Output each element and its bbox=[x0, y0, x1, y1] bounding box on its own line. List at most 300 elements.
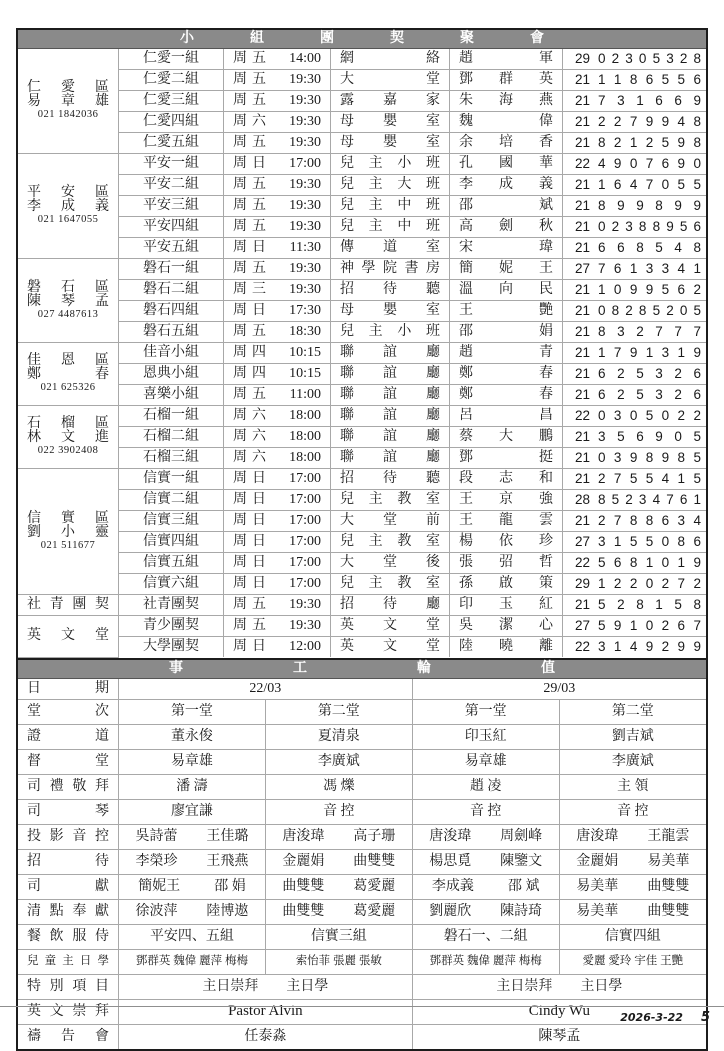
duty-value-cell: 音 控 bbox=[412, 799, 559, 824]
char: 英 bbox=[27, 628, 41, 644]
phone-value bbox=[563, 535, 706, 549]
char: 昌 bbox=[539, 408, 553, 423]
clock-time: 19:30 bbox=[289, 597, 321, 612]
region-name bbox=[18, 629, 118, 643]
phone-digits bbox=[598, 409, 701, 423]
meeting-time bbox=[224, 388, 330, 402]
person-name: 邵 娟 bbox=[214, 878, 246, 894]
group-name-cell: 磐石一組 bbox=[119, 259, 224, 280]
digit: 6 bbox=[677, 282, 686, 298]
group-row bbox=[18, 637, 706, 658]
location-cell bbox=[331, 364, 450, 385]
leader-cell bbox=[450, 427, 563, 448]
duty-label bbox=[18, 980, 118, 994]
meeting-time-cell bbox=[224, 49, 331, 70]
clock-time: 17:00 bbox=[289, 471, 321, 486]
phone-prefix: 22 bbox=[574, 408, 590, 424]
location-cell bbox=[331, 49, 450, 70]
digit: 2 bbox=[674, 366, 682, 382]
digit: 2 bbox=[677, 408, 686, 424]
leader-name bbox=[450, 430, 562, 444]
region-leader-name bbox=[18, 368, 118, 382]
phone-prefix: 21 bbox=[574, 513, 590, 529]
char: 瑋 bbox=[539, 240, 553, 255]
phone-cell bbox=[563, 343, 707, 364]
duty-value-cell: 主日崇拜 主日學 bbox=[412, 974, 706, 999]
char: 策 bbox=[539, 576, 553, 591]
duty-value-cell bbox=[559, 899, 706, 924]
leader-name bbox=[450, 346, 562, 360]
phone-cell bbox=[563, 595, 707, 616]
duty-value-cell: 趙 凌 bbox=[412, 774, 559, 799]
digit: 5 bbox=[661, 282, 670, 298]
weekday: 周四 bbox=[233, 345, 271, 360]
leader-name bbox=[450, 136, 562, 150]
char: 鄧 bbox=[459, 72, 473, 87]
phone-prefix: 27 bbox=[574, 618, 590, 634]
digit: 5 bbox=[611, 492, 620, 508]
char: 拜 bbox=[94, 778, 109, 794]
leader-cell bbox=[450, 385, 563, 406]
char: 餐 bbox=[27, 928, 41, 944]
char: 趙 bbox=[459, 51, 473, 66]
meeting-time-cell bbox=[224, 133, 331, 154]
phone-prefix: 21 bbox=[574, 240, 590, 256]
group-row bbox=[18, 364, 706, 385]
leader-cell bbox=[450, 301, 563, 322]
char: 啟 bbox=[499, 576, 513, 591]
region-leader-phone: 022 3902408 bbox=[37, 445, 99, 457]
location-name bbox=[331, 493, 449, 507]
location-cell bbox=[331, 343, 450, 364]
person-name: 易美華 bbox=[576, 903, 619, 919]
leader-name bbox=[450, 52, 562, 66]
duty-row bbox=[18, 1024, 706, 1049]
name-pair bbox=[413, 880, 559, 894]
duty-value-cell: 廖宜謙 bbox=[119, 799, 266, 824]
group-row bbox=[18, 238, 706, 259]
char: 堂 bbox=[426, 639, 440, 654]
duty-label bbox=[18, 730, 118, 744]
region-leader-phone: 021 1842036 bbox=[37, 109, 99, 121]
digit: 2 bbox=[661, 618, 670, 634]
person-name: 周劍峰 bbox=[500, 828, 543, 844]
digit: 5 bbox=[677, 177, 686, 193]
char: 朱 bbox=[459, 93, 473, 108]
char: 班 bbox=[425, 219, 440, 234]
digit: 2 bbox=[611, 219, 620, 235]
phone-digits bbox=[598, 535, 701, 549]
char: 堂 bbox=[383, 555, 397, 570]
meeting-time bbox=[224, 73, 330, 87]
char: 誼 bbox=[383, 450, 397, 465]
leader-cell bbox=[450, 175, 563, 196]
char: 教 bbox=[397, 576, 412, 591]
meeting-time bbox=[224, 136, 330, 150]
name-pair bbox=[266, 905, 412, 919]
phone-value bbox=[563, 367, 706, 381]
meeting-time bbox=[224, 262, 330, 276]
digit: 2 bbox=[625, 303, 633, 319]
person-name: 簡妮王 bbox=[138, 878, 181, 894]
phone-cell bbox=[563, 637, 707, 658]
duty-value-cell bbox=[265, 824, 412, 849]
weekday: 周五 bbox=[233, 51, 271, 66]
phone-digits bbox=[598, 241, 701, 255]
weekday: 周日 bbox=[233, 576, 271, 591]
char: 艷 bbox=[539, 303, 553, 318]
duty-row bbox=[18, 724, 706, 749]
char: 鄭 bbox=[459, 387, 473, 402]
person-name: 王佳璐 bbox=[206, 828, 249, 844]
char: 心 bbox=[539, 618, 553, 633]
location-cell bbox=[331, 490, 450, 511]
char: 聽 bbox=[426, 471, 440, 486]
location-name bbox=[331, 430, 449, 444]
duty-value-cell: 29/03 bbox=[412, 679, 706, 700]
leader-name bbox=[450, 451, 562, 465]
phone-value bbox=[563, 451, 706, 465]
phone-cell bbox=[563, 112, 707, 133]
char: 堂 bbox=[383, 513, 397, 528]
duty-value-cell bbox=[265, 899, 412, 924]
char: 教 bbox=[397, 534, 412, 549]
location-cell bbox=[331, 301, 450, 322]
char: 義 bbox=[539, 177, 553, 192]
group-row bbox=[18, 49, 706, 70]
group-name-cell: 石榴三組 bbox=[119, 448, 224, 469]
char: 母 bbox=[340, 135, 354, 150]
phone-value bbox=[563, 409, 706, 423]
char: 聯 bbox=[340, 345, 354, 360]
meeting-time bbox=[224, 220, 330, 234]
char: 王 bbox=[539, 261, 553, 276]
char: 教 bbox=[397, 492, 412, 507]
char: 王 bbox=[459, 492, 473, 507]
char: 廳 bbox=[426, 597, 440, 612]
digit: 0 bbox=[629, 408, 638, 424]
group-row bbox=[18, 427, 706, 448]
digit: 6 bbox=[661, 156, 670, 172]
char: 小 bbox=[397, 324, 412, 339]
char: 聯 bbox=[340, 387, 354, 402]
phone-cell bbox=[563, 511, 707, 532]
digit: 9 bbox=[636, 198, 644, 214]
phone-cell bbox=[563, 364, 707, 385]
char: 青 bbox=[49, 597, 64, 612]
char: 民 bbox=[539, 282, 553, 297]
group-row bbox=[18, 133, 706, 154]
char: 鄧 bbox=[459, 450, 473, 465]
digit: 3 bbox=[677, 513, 686, 529]
phone-prefix: 21 bbox=[574, 72, 590, 88]
phone-cell bbox=[563, 259, 707, 280]
digit: 0 bbox=[679, 303, 688, 319]
meeting-time-cell bbox=[224, 175, 331, 196]
duty-value-cell: 音 控 bbox=[559, 799, 706, 824]
location-name bbox=[331, 535, 449, 549]
char: 點 bbox=[49, 903, 64, 919]
person-name: 李榮珍 bbox=[135, 853, 178, 869]
phone-value bbox=[563, 325, 706, 339]
clock-time: 17:00 bbox=[289, 534, 321, 549]
digit: 5 bbox=[661, 72, 670, 88]
char: 班 bbox=[425, 198, 440, 213]
duty-row bbox=[18, 899, 706, 924]
digit: 2 bbox=[693, 408, 701, 424]
location-name bbox=[331, 640, 449, 654]
person-name: 易美華 bbox=[647, 853, 690, 869]
table-frame bbox=[16, 28, 708, 1051]
group-row bbox=[18, 217, 706, 238]
char: 孔 bbox=[459, 156, 473, 171]
meeting-time-cell bbox=[224, 427, 331, 448]
digit: 6 bbox=[693, 534, 701, 550]
leader-cell bbox=[450, 280, 563, 301]
char: 春 bbox=[539, 366, 553, 381]
meeting-time-cell bbox=[224, 322, 331, 343]
phone-value bbox=[563, 304, 706, 318]
duty-value-cell: 李廣斌 bbox=[559, 749, 706, 774]
duty-roster-table bbox=[18, 679, 706, 1049]
phone-value bbox=[563, 157, 706, 171]
name-pair bbox=[560, 880, 706, 894]
person-name: 楊思覓 bbox=[429, 853, 472, 869]
char: 主 bbox=[368, 534, 383, 549]
phone-digits bbox=[598, 577, 701, 591]
meeting-time bbox=[224, 157, 330, 171]
location-cell bbox=[331, 217, 450, 238]
digit: 0 bbox=[661, 555, 670, 571]
digit: 2 bbox=[661, 639, 670, 655]
location-cell bbox=[331, 448, 450, 469]
leader-cell bbox=[450, 154, 563, 175]
phone-value bbox=[563, 136, 706, 150]
char: 督 bbox=[27, 753, 41, 769]
location-name bbox=[331, 52, 449, 66]
phone-cell bbox=[563, 154, 707, 175]
bulletin-sheet bbox=[16, 28, 708, 1051]
digit: 9 bbox=[645, 114, 654, 130]
digit: 4 bbox=[629, 639, 638, 655]
weekday: 周日 bbox=[233, 471, 271, 486]
person-name: 王飛燕 bbox=[206, 853, 249, 869]
clock-time: 19:30 bbox=[289, 282, 321, 297]
digit: 7 bbox=[598, 261, 606, 277]
digit: 6 bbox=[655, 93, 663, 109]
meeting-time bbox=[224, 283, 330, 297]
digit: 0 bbox=[598, 219, 606, 235]
person-name: 陳詩琦 bbox=[500, 903, 543, 919]
char: 期 bbox=[95, 680, 109, 696]
name-pair bbox=[119, 880, 265, 894]
digit: 6 bbox=[679, 492, 688, 508]
digit: 2 bbox=[693, 282, 701, 298]
leader-cell bbox=[450, 133, 563, 154]
region-cell bbox=[18, 154, 119, 259]
digit: 2 bbox=[617, 597, 625, 613]
duty-value-cell: 索怡菲 張麗 張敏 bbox=[265, 949, 412, 974]
person-name: 唐浚瑋 bbox=[429, 828, 472, 844]
weekday: 周日 bbox=[233, 240, 271, 255]
phone-cell bbox=[563, 490, 707, 511]
digit: 7 bbox=[598, 93, 606, 109]
char: 道 bbox=[383, 240, 397, 255]
digit: 8 bbox=[645, 513, 654, 529]
meeting-time bbox=[224, 514, 330, 528]
char: 佳 bbox=[27, 353, 41, 369]
char: 影 bbox=[49, 828, 64, 844]
phone-value bbox=[563, 220, 706, 234]
digit: 5 bbox=[652, 51, 661, 67]
phone-digits bbox=[598, 367, 701, 381]
char: 日 bbox=[79, 954, 92, 967]
digit: 8 bbox=[693, 51, 701, 67]
digit: 8 bbox=[693, 597, 701, 613]
char: 清 bbox=[27, 903, 41, 919]
digit: 5 bbox=[645, 471, 654, 487]
group-name-cell: 恩典小組 bbox=[119, 364, 224, 385]
region-cell bbox=[18, 259, 119, 343]
duty-value-cell: 鄧群英 魏偉 麗萍 梅梅 bbox=[412, 949, 559, 974]
phone-prefix: 21 bbox=[574, 93, 590, 109]
clock-time: 19:30 bbox=[289, 72, 321, 87]
leader-name bbox=[450, 493, 562, 507]
digit: 9 bbox=[677, 639, 686, 655]
digit: 5 bbox=[598, 618, 606, 634]
group-row bbox=[18, 448, 706, 469]
name-pair bbox=[119, 905, 265, 919]
location-name bbox=[331, 409, 449, 423]
char: 大 bbox=[340, 513, 354, 528]
digit: 0 bbox=[661, 534, 670, 550]
digit: 5 bbox=[629, 534, 638, 550]
duty-label-cell bbox=[18, 679, 119, 700]
char: 侍 bbox=[94, 928, 109, 944]
char: 獻 bbox=[95, 878, 109, 894]
phone-prefix: 21 bbox=[574, 282, 590, 298]
meeting-time bbox=[224, 241, 330, 255]
group-name-cell: 平安五組 bbox=[119, 238, 224, 259]
digit: 8 bbox=[655, 198, 663, 214]
digit: 6 bbox=[693, 72, 701, 88]
group-name-cell: 平安三組 bbox=[119, 196, 224, 217]
duty-row bbox=[18, 874, 706, 899]
name-pair bbox=[560, 855, 706, 869]
digit: 8 bbox=[629, 555, 638, 571]
meeting-time-cell bbox=[224, 532, 331, 553]
char: 強 bbox=[539, 492, 553, 507]
digit: 1 bbox=[629, 261, 638, 277]
char: 兒 bbox=[340, 219, 354, 234]
char: 信 bbox=[27, 510, 41, 526]
char: 英 bbox=[340, 618, 354, 633]
char: 司 bbox=[27, 803, 41, 819]
meeting-time bbox=[224, 199, 330, 213]
person-name: 李成義 bbox=[431, 878, 474, 894]
clock-time: 17:00 bbox=[289, 492, 321, 507]
char: 青 bbox=[539, 345, 553, 360]
clock-time: 17:00 bbox=[289, 555, 321, 570]
digit: 8 bbox=[677, 450, 686, 466]
char: 禮 bbox=[49, 778, 64, 794]
duty-value-cell: 主 領 bbox=[559, 774, 706, 799]
phone-cell bbox=[563, 616, 707, 637]
digit: 6 bbox=[598, 240, 606, 256]
phone-value bbox=[563, 577, 706, 591]
region-cell bbox=[18, 616, 119, 658]
digit: 5 bbox=[617, 429, 625, 445]
weekday: 周六 bbox=[233, 408, 271, 423]
digit: 0 bbox=[674, 429, 682, 445]
phone-prefix: 21 bbox=[574, 198, 590, 214]
digit: 5 bbox=[693, 177, 701, 193]
digit: 1 bbox=[629, 135, 638, 151]
phone-prefix: 29 bbox=[574, 576, 590, 592]
phone-cell bbox=[563, 553, 707, 574]
digit: 2 bbox=[629, 576, 638, 592]
digit: 9 bbox=[645, 639, 654, 655]
duty-value-cell: 易章雄 bbox=[412, 749, 559, 774]
char: 童 bbox=[44, 954, 57, 967]
region-name bbox=[18, 512, 118, 526]
duty-row bbox=[18, 849, 706, 874]
char: 成 bbox=[499, 177, 513, 192]
weekday: 周日 bbox=[233, 303, 271, 318]
duty-value-cell: 磐石一、二組 bbox=[412, 924, 559, 949]
location-cell bbox=[331, 196, 450, 217]
digit: 6 bbox=[613, 177, 622, 193]
group-row bbox=[18, 259, 706, 280]
leader-cell bbox=[450, 490, 563, 511]
digit: 5 bbox=[693, 471, 701, 487]
group-row bbox=[18, 532, 706, 553]
section-header-small-groups bbox=[18, 30, 706, 49]
digit: 5 bbox=[636, 387, 644, 403]
meeting-time bbox=[224, 451, 330, 465]
duty-label bbox=[18, 956, 118, 968]
char: 室 bbox=[426, 303, 440, 318]
duty-value-cell: 陳琴孟 bbox=[412, 1024, 706, 1049]
char: 珍 bbox=[539, 534, 553, 549]
char: 神 bbox=[340, 261, 354, 276]
char: 聯 bbox=[340, 408, 354, 423]
group-row bbox=[18, 385, 706, 406]
meeting-time bbox=[224, 493, 330, 507]
digit: 0 bbox=[629, 156, 638, 172]
duty-row bbox=[18, 774, 706, 799]
group-name-cell: 磐石四組 bbox=[119, 301, 224, 322]
char: 曉 bbox=[499, 639, 513, 654]
phone-digits bbox=[598, 220, 701, 234]
meeting-time-cell bbox=[224, 91, 331, 112]
leader-cell bbox=[450, 637, 563, 658]
digit: 9 bbox=[693, 93, 701, 109]
char: 平 bbox=[27, 185, 41, 201]
small-group-table bbox=[18, 49, 706, 658]
char: 聯 bbox=[340, 450, 354, 465]
char: 主 bbox=[368, 492, 383, 507]
phone-value bbox=[563, 262, 706, 276]
meeting-time bbox=[224, 325, 330, 339]
digit: 5 bbox=[629, 471, 638, 487]
phone-digits bbox=[598, 388, 701, 402]
char: 區 bbox=[95, 80, 109, 96]
char: 別 bbox=[49, 978, 64, 994]
location-cell bbox=[331, 133, 450, 154]
digit: 2 bbox=[617, 387, 625, 403]
digit: 4 bbox=[677, 114, 686, 130]
